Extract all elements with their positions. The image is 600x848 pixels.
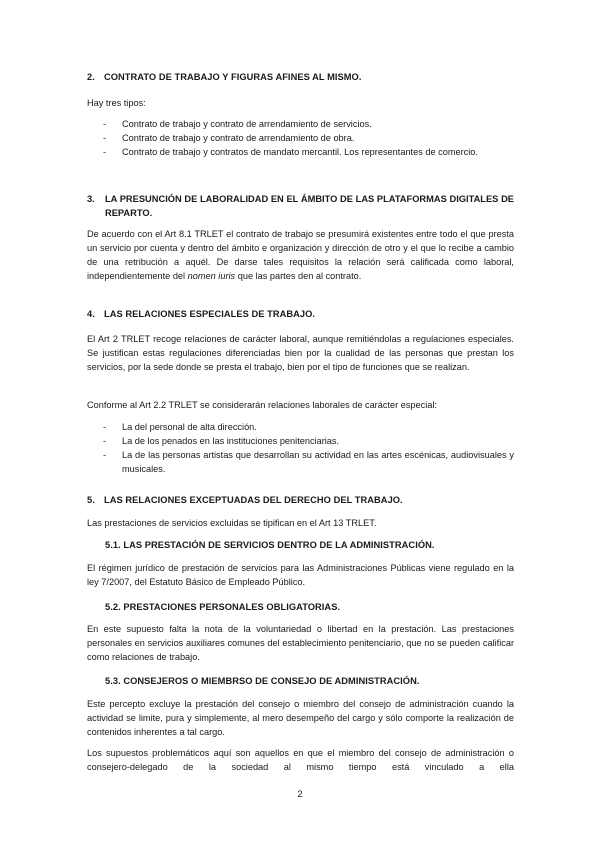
page-number: 2 xyxy=(297,789,303,799)
subsection-5-2-heading: 5.2. PRESTACIONES PERSONALES OBLIGATORIAS. xyxy=(105,602,341,612)
section-title: CONTRATO DE TRABAJO Y FIGURAS AFINES AL MISMO. xyxy=(104,72,362,82)
section-4-paragraph-1: El Art 2 TRLET recoge relaciones de carácter laboral, aunque remitiéndolas a regulaciones especiales. Se justifican estas regulaciones diferenciadas bien por la cualidad de las personas que prestan los servicios, por la sede donde se presta el trabajo, bien por el tipo de funciones que se realizan. xyxy=(87,334,514,372)
section-number: 5. xyxy=(87,495,95,505)
section-5-intro: Las prestaciones de servicios excluidas se tipifican en el Art 13 TRLET. xyxy=(87,518,377,528)
section-2-list xyxy=(87,117,514,159)
subsection-5-3-heading: 5.3. CONSEJEROS O MIEMBRSO DE CONSEJO DE ADMINISTRACIÓN. xyxy=(105,676,420,686)
section-3-heading xyxy=(87,192,514,220)
section-4-heading xyxy=(87,307,315,321)
section-title: LAS RELACIONES ESPECIALES DE TRABAJO. xyxy=(104,309,316,319)
subsection-5-3-text-1: Este percepto excluye la prestación del consejo o miembro del consejo de administración cuando la actividad se limite, pura y simplemente, al mero desempeño del cargo y sólo comporte la realización de contenidos inherentes a tal cargo. xyxy=(87,699,514,737)
nomen-iuris-italic: nomen iuris xyxy=(187,271,236,281)
dash-bullet: - xyxy=(103,133,107,143)
list-item: - Contrato de trabajo y contrato de arrendamiento de obra. xyxy=(103,133,355,143)
section-number: 2. xyxy=(87,72,95,82)
section-5-heading xyxy=(87,493,403,507)
list-item: - Contrato de trabajo y contrato de arrendamiento de servicios. xyxy=(103,119,372,129)
section-2-intro: Hay tres tipos: xyxy=(87,98,146,108)
list-item: - La del personal de alta dirección. xyxy=(103,422,257,432)
subsection-5-3-text-2: Los supuestos problemáticos aquí son aquellos en que el miembro del consejo de administración o consejero-delegado de la sociedad al mismo tiempo está vinculado a ella xyxy=(87,748,514,772)
subsection-5-1-heading: 5.1. LAS PRESTACIÓN DE SERVICIOS DENTRO DE LA ADMINISTRACIÓN. xyxy=(105,540,435,550)
section-title: LAS RELACIONES EXCEPTUADAS DEL DERECHO DEL TRABAJO. xyxy=(104,495,403,505)
section-title: LA PRESUNCIÓN DE LABORALIDAD EN EL ÁMBITO DE LAS PLATAFORMAS DIGITALES DE REPARTO. xyxy=(105,194,514,218)
section-4-list xyxy=(87,420,514,476)
dash-bullet: - xyxy=(103,119,107,129)
section-4-paragraph-2: Conforme al Art 2.2 TRLET se considerarán relaciones laborales de carácter especial: xyxy=(87,400,437,410)
list-item: - La de los penados en las instituciones penitenciarias. xyxy=(103,436,340,446)
list-item: - La de las personas artistas que desarrollan su actividad en las artes escénicas, audiovisuales y musicales. xyxy=(103,450,514,474)
subsection-5-1-text: El régimen jurídico de prestación de servicios para las Administraciones Públicas viene regulado en la ley 7/2007, del Estatuto Básico de Empleado Público. xyxy=(87,563,514,587)
section-number: 3. xyxy=(87,194,95,204)
list-item: - Contrato de trabajo y contratos de mandato mercantil. Los representantes de comercio. xyxy=(103,147,478,157)
dash-bullet: - xyxy=(103,450,107,460)
dash-bullet: - xyxy=(103,147,107,157)
subsection-5-2-text: En este supuesto falta la nota de la voluntariedad o libertad en la prestación. Las prestaciones personales en servicios auxiliares comunes del establecimiento penitenciario, que no se pueden calificar como relaciones de trabajo. xyxy=(87,624,514,662)
dash-bullet: - xyxy=(103,422,107,432)
section-3-paragraph: De acuerdo con el Art 8.1 TRLET el contrato de trabajo se presumirá existentes entre todo el que presta un servicio por cuenta y dentro del ámbito e organización y dirección de otro y el que lo recibe a cambio de una retribución a aquél. De darse tales requisitos la relación será calificada como laboral, independientemente del nomen iuris que las partes den al contrato. xyxy=(87,229,514,281)
section-number: 4. xyxy=(87,309,95,319)
section-2-heading xyxy=(87,70,361,84)
dash-bullet: - xyxy=(103,436,107,446)
